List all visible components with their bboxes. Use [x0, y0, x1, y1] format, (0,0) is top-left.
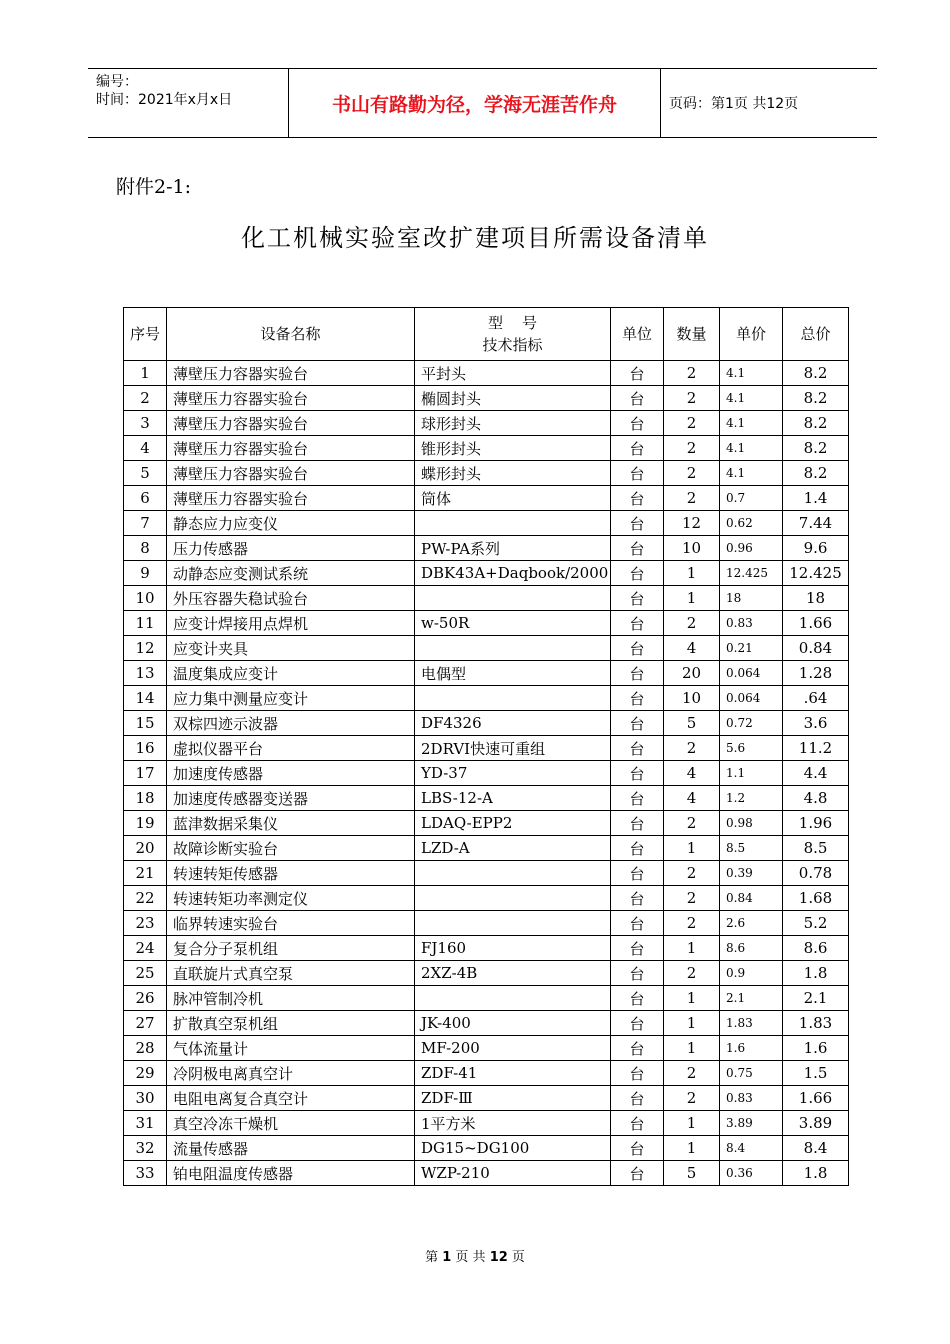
- cell-name: 应变计夹具: [167, 636, 415, 661]
- cell-model: DBK43A+Daqbook/2000: [415, 561, 611, 586]
- cell-qty: 1: [664, 836, 720, 861]
- cell-price: 5.6: [720, 736, 783, 761]
- page-title: 化工机械实验室改扩建项目所需设备清单: [241, 224, 709, 252]
- cell-total: 2.1: [783, 986, 849, 1011]
- cell-total: 1.66: [783, 1086, 849, 1111]
- cell-qty: 2: [664, 861, 720, 886]
- cell-model: YD-37: [415, 761, 611, 786]
- cell-qty: 2: [664, 811, 720, 836]
- cell-price: 0.39: [720, 861, 783, 886]
- cell-model: MF-200: [415, 1036, 611, 1061]
- cell-qty: 2: [664, 486, 720, 511]
- table-row: [124, 836, 849, 861]
- header-unit: 单位: [611, 308, 664, 361]
- cell-unit: 台: [611, 386, 664, 411]
- cell-name: 温度集成应变计: [167, 661, 415, 686]
- cell-seq: 11: [124, 611, 167, 636]
- cell-total: .64: [783, 686, 849, 711]
- cell-qty: 2: [664, 611, 720, 636]
- cell-name: 转速转矩传感器: [167, 861, 415, 886]
- cell-qty: 2: [664, 361, 720, 386]
- cell-name: 临界转速实验台: [167, 911, 415, 936]
- cell-model: [415, 586, 611, 611]
- table-row: [124, 1086, 849, 1111]
- cell-qty: 5: [664, 1161, 720, 1186]
- cell-qty: 1: [664, 986, 720, 1011]
- cell-unit: 台: [611, 1161, 664, 1186]
- cell-unit: 台: [611, 836, 664, 861]
- cell-seq: 32: [124, 1136, 167, 1161]
- cell-qty: 2: [664, 386, 720, 411]
- cell-price: 0.98: [720, 811, 783, 836]
- cell-seq: 25: [124, 961, 167, 986]
- cell-model: [415, 686, 611, 711]
- cell-seq: 23: [124, 911, 167, 936]
- table-row: [124, 611, 849, 636]
- cell-total: 8.4: [783, 1136, 849, 1161]
- cell-model: FJ160: [415, 936, 611, 961]
- table-row: [124, 961, 849, 986]
- cell-seq: 3: [124, 411, 167, 436]
- cell-unit: 台: [611, 936, 664, 961]
- cell-price: 4.1: [720, 436, 783, 461]
- cell-seq: 30: [124, 1086, 167, 1111]
- cell-model: 1平方米: [415, 1111, 611, 1136]
- cell-total: 1.96: [783, 811, 849, 836]
- cell-unit: 台: [611, 761, 664, 786]
- cell-qty: 2: [664, 961, 720, 986]
- cell-name: 扩散真空泵机组: [167, 1011, 415, 1036]
- table-row: [124, 561, 849, 586]
- cell-model: [415, 911, 611, 936]
- cell-total: 0.78: [783, 861, 849, 886]
- cell-name: 脉冲管制冷机: [167, 986, 415, 1011]
- cell-total: 8.2: [783, 461, 849, 486]
- cell-qty: 2: [664, 886, 720, 911]
- page-footer: [0, 1246, 950, 1265]
- cell-seq: 18: [124, 786, 167, 811]
- cell-unit: 台: [611, 786, 664, 811]
- cell-qty: 1: [664, 586, 720, 611]
- table-row: [124, 1136, 849, 1161]
- table-row: [124, 361, 849, 386]
- document-time-label: 时间：2021年x月x日: [96, 92, 233, 108]
- cell-seq: 7: [124, 511, 167, 536]
- table-row: [124, 1011, 849, 1036]
- cell-price: 8.4: [720, 1136, 783, 1161]
- cell-unit: 台: [611, 961, 664, 986]
- cell-unit: 台: [611, 911, 664, 936]
- cell-model: DG15~DG100: [415, 1136, 611, 1161]
- cell-unit: 台: [611, 1011, 664, 1036]
- cell-qty: 10: [664, 686, 720, 711]
- table-body: [124, 361, 849, 1186]
- cell-model: 锥形封头: [415, 436, 611, 461]
- cell-seq: 33: [124, 1161, 167, 1186]
- header-motto: 书山有路勤为径，学海无涯苦作舟: [288, 69, 661, 137]
- header-model: [415, 308, 611, 361]
- cell-seq: 21: [124, 861, 167, 886]
- cell-qty: 2: [664, 736, 720, 761]
- cell-model: DF4326: [415, 711, 611, 736]
- footer-total: 12: [489, 1250, 508, 1265]
- table-row: [124, 511, 849, 536]
- cell-price: 4.1: [720, 461, 783, 486]
- cell-qty: 4: [664, 636, 720, 661]
- cell-model: [415, 886, 611, 911]
- cell-name: 薄壁压力容器实验台: [167, 461, 415, 486]
- cell-total: 1.8: [783, 1161, 849, 1186]
- cell-model: 筒体: [415, 486, 611, 511]
- cell-model: LDAQ-EPP2: [415, 811, 611, 836]
- cell-name: 应变计焊接用点焊机: [167, 611, 415, 636]
- cell-price: 4.1: [720, 411, 783, 436]
- cell-qty: 2: [664, 911, 720, 936]
- cell-name: 压力传感器: [167, 536, 415, 561]
- table-row: [124, 1061, 849, 1086]
- cell-seq: 15: [124, 711, 167, 736]
- cell-total: 8.5: [783, 836, 849, 861]
- cell-name: 薄壁压力容器实验台: [167, 486, 415, 511]
- table-row: [124, 411, 849, 436]
- cell-name: 薄壁压力容器实验台: [167, 436, 415, 461]
- header-name: 设备名称: [167, 308, 415, 361]
- cell-name: 薄壁压力容器实验台: [167, 386, 415, 411]
- table-row: [124, 1036, 849, 1061]
- cell-price: 0.72: [720, 711, 783, 736]
- cell-unit: 台: [611, 1061, 664, 1086]
- cell-total: 11.2: [783, 736, 849, 761]
- cell-unit: 台: [611, 611, 664, 636]
- cell-price: 4.1: [720, 386, 783, 411]
- header-qty: 数量: [664, 308, 720, 361]
- cell-seq: 20: [124, 836, 167, 861]
- cell-seq: 13: [124, 661, 167, 686]
- table-header-row: [124, 308, 849, 361]
- cell-qty: 4: [664, 761, 720, 786]
- equipment-table: [123, 307, 849, 1186]
- table-row: [124, 386, 849, 411]
- cell-total: 0.84: [783, 636, 849, 661]
- footer-page: 1: [442, 1250, 452, 1265]
- cell-total: 4.4: [783, 761, 849, 786]
- cell-total: 1.83: [783, 1011, 849, 1036]
- cell-price: 0.9: [720, 961, 783, 986]
- cell-model: PW-PA系列: [415, 536, 611, 561]
- cell-seq: 6: [124, 486, 167, 511]
- cell-qty: 4: [664, 786, 720, 811]
- cell-model: 2DRVI快速可重组: [415, 736, 611, 761]
- cell-model: ZDF-Ⅲ: [415, 1086, 611, 1111]
- table-row: [124, 486, 849, 511]
- cell-qty: 1: [664, 561, 720, 586]
- table-row: [124, 1161, 849, 1186]
- cell-price: 0.96: [720, 536, 783, 561]
- header-seq: 序号: [124, 308, 167, 361]
- cell-qty: 5: [664, 711, 720, 736]
- cell-price: 0.7: [720, 486, 783, 511]
- cell-name: 铂电阻温度传感器: [167, 1161, 415, 1186]
- cell-name: 动静态应变测试系统: [167, 561, 415, 586]
- cell-model: [415, 636, 611, 661]
- cell-qty: 2: [664, 1061, 720, 1086]
- footer-prefix: 第: [425, 1250, 439, 1265]
- cell-name: 薄壁压力容器实验台: [167, 411, 415, 436]
- cell-price: 0.064: [720, 661, 783, 686]
- cell-price: 1.1: [720, 761, 783, 786]
- cell-unit: 台: [611, 536, 664, 561]
- cell-unit: 台: [611, 811, 664, 836]
- cell-total: 1.66: [783, 611, 849, 636]
- table-row: [124, 811, 849, 836]
- cell-seq: 5: [124, 461, 167, 486]
- cell-name: 复合分子泵机组: [167, 936, 415, 961]
- cell-seq: 14: [124, 686, 167, 711]
- cell-unit: 台: [611, 411, 664, 436]
- cell-price: 0.75: [720, 1061, 783, 1086]
- cell-total: 8.6: [783, 936, 849, 961]
- table-row: [124, 536, 849, 561]
- cell-model: 2XZ-4B: [415, 961, 611, 986]
- document-header: [88, 68, 877, 138]
- cell-unit: 台: [611, 486, 664, 511]
- table-row: [124, 586, 849, 611]
- cell-unit: 台: [611, 661, 664, 686]
- cell-seq: 8: [124, 536, 167, 561]
- cell-qty: 2: [664, 411, 720, 436]
- cell-price: 0.62: [720, 511, 783, 536]
- cell-total: 1.5: [783, 1061, 849, 1086]
- footer-suffix: 页: [511, 1250, 525, 1265]
- cell-name: 气体流量计: [167, 1036, 415, 1061]
- cell-qty: 1: [664, 1036, 720, 1061]
- cell-model: LZD-A: [415, 836, 611, 861]
- table-row: [124, 911, 849, 936]
- cell-total: 1.6: [783, 1036, 849, 1061]
- cell-qty: 2: [664, 1086, 720, 1111]
- cell-price: 2.6: [720, 911, 783, 936]
- cell-unit: 台: [611, 1111, 664, 1136]
- cell-price: 0.064: [720, 686, 783, 711]
- cell-name: 外压容器失稳试验台: [167, 586, 415, 611]
- cell-name: 转速转矩功率测定仪: [167, 886, 415, 911]
- cell-total: 18: [783, 586, 849, 611]
- cell-name: 静态应力应变仪: [167, 511, 415, 536]
- footer-middle: 页 共: [455, 1250, 486, 1265]
- cell-name: 直联旋片式真空泵: [167, 961, 415, 986]
- cell-name: 冷阴极电离真空计: [167, 1061, 415, 1086]
- cell-unit: 台: [611, 636, 664, 661]
- cell-total: 7.44: [783, 511, 849, 536]
- cell-model: w-50R: [415, 611, 611, 636]
- header-price: 单价: [720, 308, 783, 361]
- cell-model: 球形封头: [415, 411, 611, 436]
- cell-name: 蓝津数据采集仪: [167, 811, 415, 836]
- cell-name: 故障诊断实验台: [167, 836, 415, 861]
- cell-seq: 17: [124, 761, 167, 786]
- cell-name: 电阻电离复合真空计: [167, 1086, 415, 1111]
- cell-qty: 10: [664, 536, 720, 561]
- cell-price: 0.84: [720, 886, 783, 911]
- cell-seq: 2: [124, 386, 167, 411]
- cell-unit: 台: [611, 1136, 664, 1161]
- cell-price: 0.36: [720, 1161, 783, 1186]
- cell-price: 3.89: [720, 1111, 783, 1136]
- cell-total: 1.8: [783, 961, 849, 986]
- table-row: [124, 861, 849, 886]
- cell-qty: 2: [664, 461, 720, 486]
- cell-total: 1.28: [783, 661, 849, 686]
- cell-price: 0.83: [720, 1086, 783, 1111]
- cell-total: 8.2: [783, 386, 849, 411]
- cell-seq: 28: [124, 1036, 167, 1061]
- cell-qty: 1: [664, 1136, 720, 1161]
- cell-price: 1.2: [720, 786, 783, 811]
- cell-total: 8.2: [783, 411, 849, 436]
- cell-unit: 台: [611, 1036, 664, 1061]
- cell-unit: 台: [611, 861, 664, 886]
- table-row: [124, 661, 849, 686]
- cell-name: 加速度传感器: [167, 761, 415, 786]
- cell-seq: 31: [124, 1111, 167, 1136]
- cell-qty: 20: [664, 661, 720, 686]
- cell-price: 0.21: [720, 636, 783, 661]
- cell-seq: 10: [124, 586, 167, 611]
- cell-total: 1.4: [783, 486, 849, 511]
- table-row: [124, 636, 849, 661]
- table-row: [124, 461, 849, 486]
- cell-price: 8.6: [720, 936, 783, 961]
- table-row: [124, 736, 849, 761]
- table-row: [124, 786, 849, 811]
- cell-name: 薄壁压力容器实验台: [167, 361, 415, 386]
- cell-model: [415, 861, 611, 886]
- cell-name: 虚拟仪器平台: [167, 736, 415, 761]
- cell-unit: 台: [611, 1086, 664, 1111]
- cell-total: 3.6: [783, 711, 849, 736]
- cell-model: JK-400: [415, 1011, 611, 1036]
- cell-price: 1.83: [720, 1011, 783, 1036]
- table-row: [124, 686, 849, 711]
- cell-total: 12.425: [783, 561, 849, 586]
- cell-unit: 台: [611, 361, 664, 386]
- cell-name: 加速度传感器变送器: [167, 786, 415, 811]
- cell-model: 椭圆封头: [415, 386, 611, 411]
- cell-qty: 2: [664, 436, 720, 461]
- cell-name: 真空冷冻干燥机: [167, 1111, 415, 1136]
- cell-qty: 1: [664, 1111, 720, 1136]
- cell-name: 流量传感器: [167, 1136, 415, 1161]
- cell-name: 双棕四迹示波器: [167, 711, 415, 736]
- header-model-line2: 技术指标: [482, 336, 543, 354]
- cell-model: ZDF-41: [415, 1061, 611, 1086]
- cell-price: 1.6: [720, 1036, 783, 1061]
- cell-price: 4.1: [720, 361, 783, 386]
- header-total: 总价: [783, 308, 849, 361]
- cell-total: 9.6: [783, 536, 849, 561]
- cell-seq: 27: [124, 1011, 167, 1036]
- cell-price: 0.83: [720, 611, 783, 636]
- cell-unit: 台: [611, 511, 664, 536]
- table-row: [124, 886, 849, 911]
- cell-unit: 台: [611, 561, 664, 586]
- cell-model: 平封头: [415, 361, 611, 386]
- cell-model: 电偶型: [415, 661, 611, 686]
- cell-total: 1.68: [783, 886, 849, 911]
- cell-model: [415, 511, 611, 536]
- cell-total: 3.89: [783, 1111, 849, 1136]
- cell-seq: 24: [124, 936, 167, 961]
- table-row: [124, 711, 849, 736]
- header-model-line1: 型 号: [487, 314, 538, 332]
- cell-price: 8.5: [720, 836, 783, 861]
- cell-price: 2.1: [720, 986, 783, 1011]
- table-row: [124, 436, 849, 461]
- cell-unit: 台: [611, 886, 664, 911]
- cell-seq: 19: [124, 811, 167, 836]
- cell-unit: 台: [611, 986, 664, 1011]
- cell-unit: 台: [611, 436, 664, 461]
- table-row: [124, 936, 849, 961]
- cell-seq: 29: [124, 1061, 167, 1086]
- header-page-label: 页码：第1页 共12页: [669, 96, 799, 112]
- cell-unit: 台: [611, 686, 664, 711]
- table-row: [124, 1111, 849, 1136]
- cell-model: WZP-210: [415, 1161, 611, 1186]
- cell-unit: 台: [611, 736, 664, 761]
- cell-price: 18: [720, 586, 783, 611]
- cell-model: [415, 986, 611, 1011]
- cell-seq: 1: [124, 361, 167, 386]
- cell-qty: 1: [664, 936, 720, 961]
- cell-unit: 台: [611, 586, 664, 611]
- document-number-label: 编号：: [96, 74, 138, 90]
- cell-price: 12.425: [720, 561, 783, 586]
- cell-name: 应力集中测量应变计: [167, 686, 415, 711]
- cell-total: 5.2: [783, 911, 849, 936]
- cell-total: 4.8: [783, 786, 849, 811]
- cell-unit: 台: [611, 711, 664, 736]
- cell-qty: 1: [664, 1011, 720, 1036]
- cell-seq: 16: [124, 736, 167, 761]
- table-row: [124, 761, 849, 786]
- cell-model: 蝶形封头: [415, 461, 611, 486]
- cell-seq: 12: [124, 636, 167, 661]
- cell-total: 8.2: [783, 436, 849, 461]
- cell-seq: 9: [124, 561, 167, 586]
- cell-seq: 22: [124, 886, 167, 911]
- cell-model: LBS-12-A: [415, 786, 611, 811]
- cell-unit: 台: [611, 461, 664, 486]
- table-row: [124, 986, 849, 1011]
- cell-qty: 12: [664, 511, 720, 536]
- header-meta: [88, 69, 288, 137]
- cell-total: 8.2: [783, 361, 849, 386]
- attachment-label: 附件2-1:: [116, 176, 191, 198]
- cell-seq: 4: [124, 436, 167, 461]
- cell-seq: 26: [124, 986, 167, 1011]
